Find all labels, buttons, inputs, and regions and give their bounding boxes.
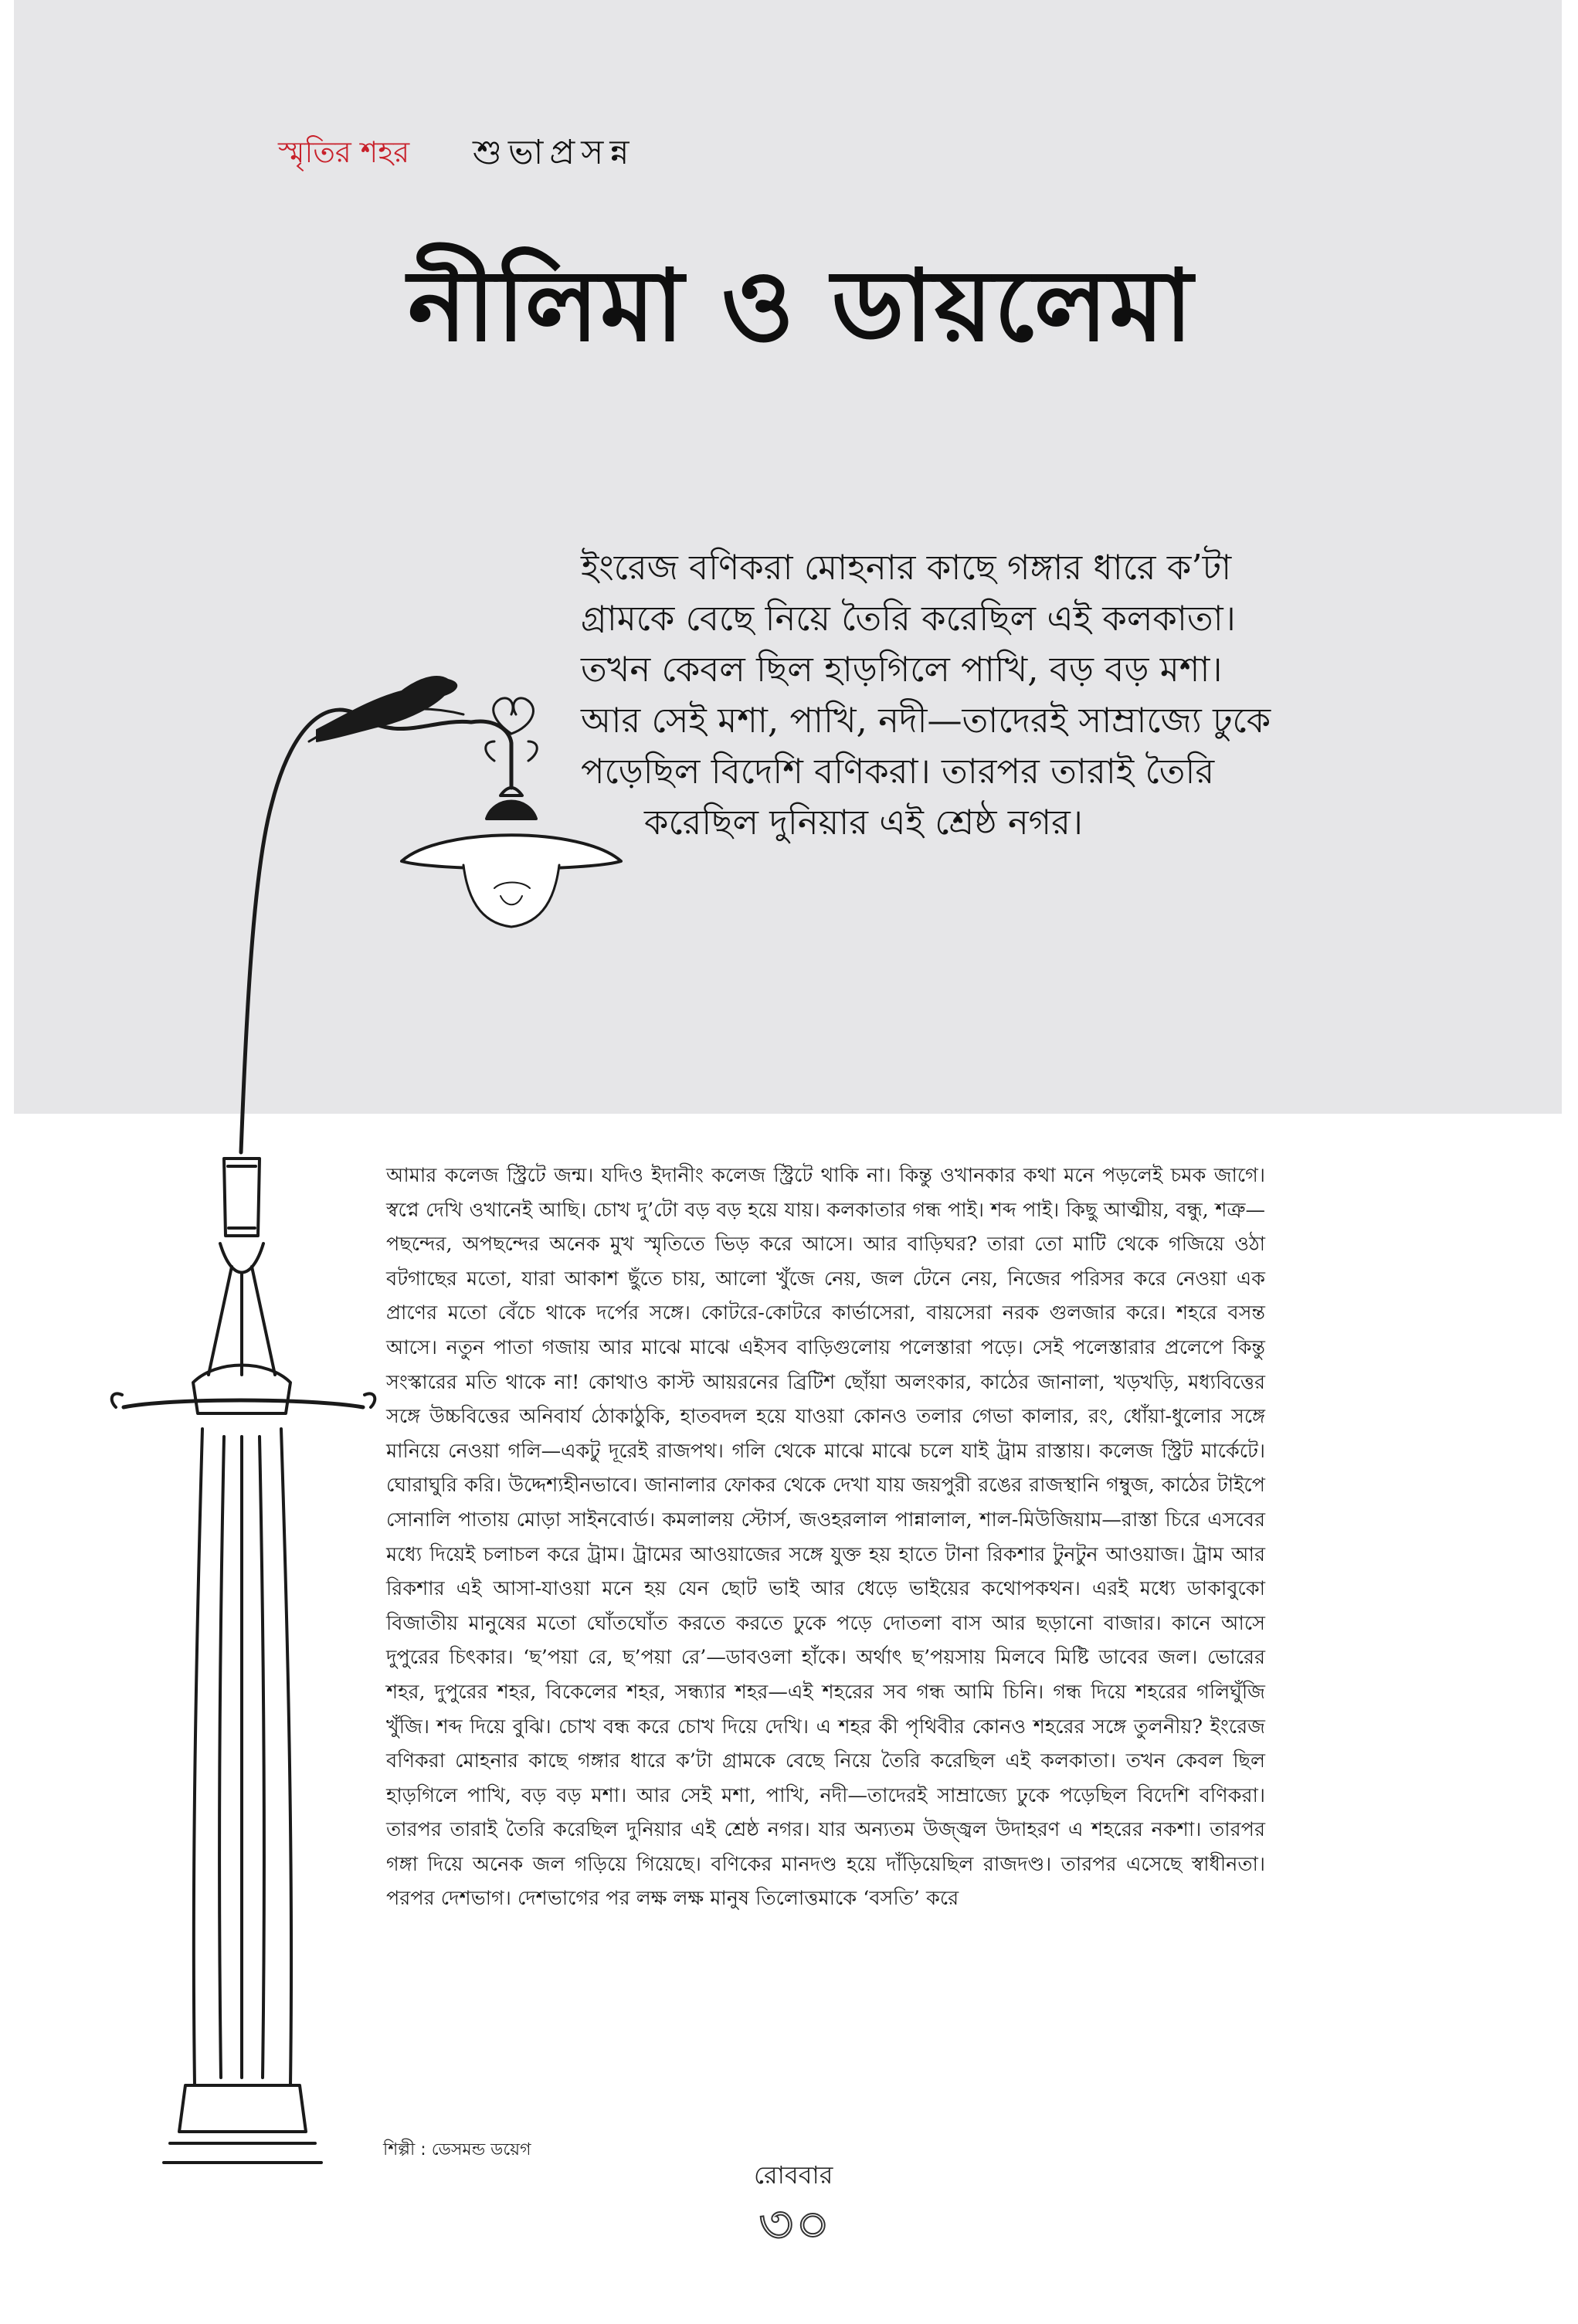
page-number: ৩০ xyxy=(758,2193,833,2256)
intro-line: পড়েছিল বিদেশি বণিকরা। তারপর তারাই তৈরি xyxy=(581,751,1215,792)
intro-line: করেছিল দুনিয়ার এই শ্রেষ্ঠ নগর। xyxy=(644,802,1084,843)
magazine-name: রোববার xyxy=(754,2160,833,2190)
author-name: শুভাপ্রসন্ন xyxy=(473,133,636,172)
intro-line: তখন কেবল ছিল হাড়গিলে পাখি, বড় বড় মশা। xyxy=(581,649,1223,690)
article-body xyxy=(386,1159,1265,1916)
lamp-post xyxy=(112,1159,375,2163)
intro-line: ইংরেজ বণিকরা মোহনার কাছে গঙ্গার ধারে ক’টা xyxy=(581,547,1232,588)
intro-line: আর সেই মশা, পাখি, নদী—তাদেরই সাম্রাজ্যে ঢুকে xyxy=(581,700,1271,741)
section-label: স্মৃতির শহর xyxy=(278,135,410,169)
article-title: নীলিমা ও ডায়লেমা xyxy=(408,248,1195,364)
illustration-credit: শিল্পী : ডেসমন্ড ডয়েগ xyxy=(383,2140,531,2159)
lamp-arm xyxy=(241,710,363,1152)
body-paragraph: আমার কলেজ স্ট্রিটে জন্ম। যদিও ইদানীং কলেজ স্ট্রিটে থাকি না। কিন্তু ওখানকার কথা মনে পড়লেই চমক জাগে। স্বপ্নে দেখি ওখানেই আছি। চোখ দু’টো বড় বড় হয়ে যায়। কলকাতার গন্ধ পাই। শব্দ পাই। কিছু আত্মীয়, বন্ধু, শত্রু—পছন্দের, অপছন্দের অনেক মুখ স্মৃতিতে ভিড় করে আসে। আর বাড়িঘর? তারা তো মাটি থেকে গজিয়ে ওঠা বটগাছের মতো, যারা আকাশ ছুঁতে চায়, আলো খুঁজে নেয়, জল টেনে নেয়, নিজের পরিসর করে নেওয়া এক প্রাণের মতো বেঁচে থাকে দর্পের সঙ্গে। কোটরে-কোটরে কার্ভাসেরা, বায়সেরা নরক গুলজার করে। শহরে বসন্ত আসে। নতুন পাতা গজায় আর মাঝে মাঝে এইসব বাড়িগুলোয় পলেস্তারা পড়ে। সেই পলেস্তারার প্রলেপে কিন্তু সংস্কারের মতি থাকে না! কোথাও কাস্ট আয়রনের ব্রিটিশ ছোঁয়া অলংকার, কাঠের জানালা, খড়খড়ি, মধ্যবিত্তের সঙ্গে উচ্চবিত্তের অনিবার্য ঠোকাঠুকি, হাতবদল হয়ে যাওয়া কোনও তলার গেভা কালার, রং, ধোঁয়া-ধুলোর সঙ্গে মানিয়ে নেওয়া গলি—একটু দূরেই রাজপথ। গলি থেকে মাঝে মাঝে চলে যাই ট্রাম রাস্তায়। কলেজ স্ট্রিট মার্কেটে। ঘোরাঘুরি করি। উদ্দেশ্যহীনভাবে। জানালার ফোকর থেকে দেখা যায় জয়পুরী রঙের রাজস্থানি গম্বুজ, কাঠের টাইপে সোনালি পাতায় মোড়া সাইনবোর্ড। কমলালয় স্টোর্স, জওহরলাল পান্নালাল, শাল-মিউজিয়াম—রাস্তা চিরে এসবের মধ্যে দিয়েই চলাচল করে ট্রাম। ট্রামের আওয়াজের সঙ্গে যুক্ত হয় হাতে টানা রিকশার টুনটুন আওয়াজ। ট্রাম আর রিকশার এই আসা-যাওয়া মনে হয় যেন ছোট ভাই আর ধেড়ে ভাইয়ের কথোপকথন। এরই মধ্যে ডাকাবুকো বিজাতীয় মানুষের মতো ঘোঁতঘোঁত করতে করতে ঢুকে পড়ে দোতলা বাস আর ছড়ানো বাজার। কানে আসে দুপুরের চিৎকার। ‘ছ’পয়া রে, ছ’পয়া রে’—ডাবওলা হাঁকে। অর্থাৎ ছ’পয়সায় মিলবে মিষ্টি ডাবের জল। ভোরের শহর, দুপুরের শহর, বিকেলের শহর, সন্ধ্যার শহর—এই শহরের সব গন্ধ আমি চিনি। গন্ধ দিয়ে শহরের গলিঘুঁজি খুঁজি। শব্দ দিয়ে বুঝি। চোখ বন্ধ করে চোখ দিয়ে দেখি। এ শহর কী পৃথিবীর কোনও শহরের সঙ্গে তুলনীয়? ইংরেজ বণিকরা মোহনার কাছে গঙ্গার ধারে ক’টা গ্রামকে বেছে নিয়ে তৈরি করেছিল এই কলকাতা। তখন কেবল ছিল হাড়গিলে পাখি, বড় বড় মশা। আর সেই মশা, পাখি, নদী—তাদেরই সাম্রাজ্যে ঢুকে পড়েছিল বিদেশি বণিকরা। তারপর তারাই তৈরি করেছিল দুনিয়ার এই শ্রেষ্ঠ নগর। যার অন্যতম উজ্জ্বল উদাহরণ এ শহরের নকশা। তারপর গঙ্গা দিয়ে অনেক জল গড়িয়ে গিয়েছে। বণিকের মানদণ্ড হয়ে দাঁড়িয়েছিল রাজদণ্ড। তারপর এসেছে স্বাধীনতা। পরপর দেশভাগ। দেশভাগের পর লক্ষ লক্ষ মানুষ তিলোত্তমাকে ‘বসতি’ করে xyxy=(386,1164,1265,1911)
lamp-bracket xyxy=(471,721,511,788)
intro-line: গ্রামকে বেছে নিয়ে তৈরি করেছিল এই কলকাতা। xyxy=(581,598,1236,639)
intro-pullquote xyxy=(581,542,1508,848)
